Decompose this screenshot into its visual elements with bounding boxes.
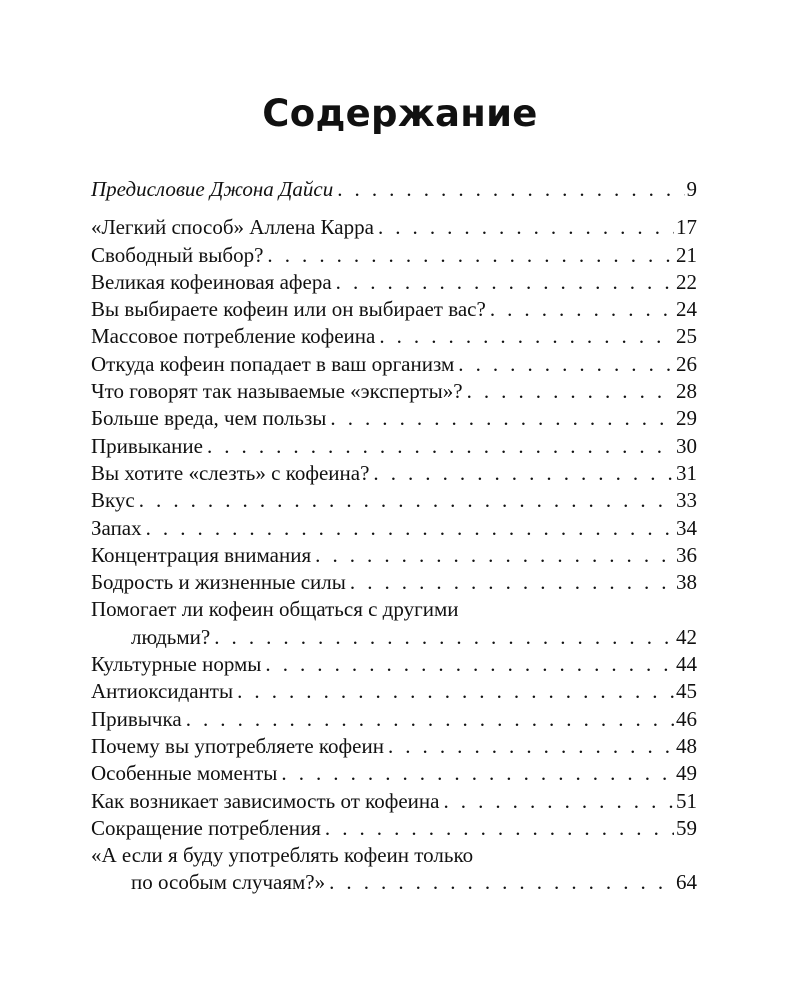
toc-dot-leader [332,269,674,296]
toc-entry[interactable] [91,296,697,323]
toc-page-number: 22 [676,269,697,294]
toc-entry-title: Привычка [91,706,182,731]
toc-dot-leader [233,678,674,705]
toc-page-number: 33 [676,488,697,513]
toc-dot-leader [325,869,674,896]
toc-dot-leader [439,788,674,815]
toc-entry[interactable] [91,351,697,378]
toc-entry-title-line2: по особым случаям?» [131,870,326,895]
toc-entry-title: Запах [91,515,142,540]
toc-page-number: 46 [676,706,697,731]
toc-entry[interactable] [91,269,697,296]
toc-dot-leader [375,323,674,350]
toc-page-number: 44 [676,652,697,677]
toc-page-number: 48 [676,733,697,758]
toc-page-number: 24 [676,297,697,322]
toc-page-number: 21 [676,242,697,267]
toc-entry-title: «Легкий способ» Аллена Карра [91,215,374,240]
table-of-contents [91,176,697,897]
toc-entry-title: Особенные моменты [91,761,278,786]
toc-dot-leader [463,378,674,405]
toc-entry[interactable] [91,323,697,350]
toc-entry-title: Что говорят так называемые «эксперты»? [91,379,463,404]
toc-page-number: 17 [676,215,697,240]
toc-dot-leader [374,214,674,241]
toc-entry[interactable] [91,760,697,787]
toc-entry[interactable] [91,378,697,405]
toc-entry-title: Откуда кофеин попадает в ваш организм [91,351,455,376]
toc-entry-title: Привыкание [91,433,203,458]
toc-page-number: 31 [676,460,697,485]
toc-entry[interactable] [91,678,697,705]
toc-entry-title: Вы выбираете кофеин или он выбирает вас? [91,297,486,322]
toc-entry-title: Больше вреда, чем пользы [91,406,327,431]
toc-page-number: 29 [676,406,697,431]
toc-entry[interactable] [91,460,697,487]
toc-dot-leader [321,815,674,842]
toc-entry[interactable] [91,433,697,460]
toc-page-number: 28 [676,379,697,404]
toc-dot-leader [277,760,674,787]
page-title: Содержание [262,92,538,135]
toc-dot-leader [203,433,674,460]
toc-page-number: 64 [676,870,697,895]
toc-dot-leader [142,515,674,542]
toc-entry[interactable] [91,706,697,733]
toc-entry-title: Концентрация внимания [91,542,312,567]
toc-entry[interactable] [91,651,697,678]
toc-page-number: 34 [676,515,697,540]
toc-dot-leader [486,296,674,323]
toc-dot-leader [263,242,674,269]
toc-entry-title: Антиоксиданты [91,679,234,704]
toc-entry-title: Предисловие Джона Дайси [91,177,334,201]
toc-entry-title: Бодрость и жизненные силы [91,570,346,595]
toc-entry-title-line2: людьми? [131,624,211,649]
toc-entry-title: Вы хотите «слезть» с кофеина? [91,460,370,485]
toc-entry-title-line1[interactable]: Помогает ли кофеин общаться с другими [91,597,459,622]
toc-page-number: 51 [676,788,697,813]
toc-entry-title-line1[interactable]: «А если я буду употреблять кофеин только [91,843,474,868]
toc-page-number: 9 [686,177,697,201]
toc-page-number: 49 [676,761,697,786]
toc-entry[interactable] [91,214,697,241]
toc-dot-leader [135,487,674,514]
toc-dot-leader [454,351,674,378]
toc-page-number: 59 [676,815,697,840]
toc-page-number: 36 [676,542,697,567]
toc-page-number: 38 [676,570,697,595]
toc-entry[interactable] [91,624,697,651]
toc-entry-title: Сокращение потребления [91,815,321,840]
toc-entry[interactable] [91,815,697,842]
toc-page-number: 25 [676,324,697,349]
toc-page-number: 26 [676,351,697,376]
toc-entry-title: Вкус [91,488,135,513]
toc-entry[interactable] [91,176,697,203]
toc-entry[interactable] [91,542,697,569]
toc-entry-title: Почему вы употребляете кофеин [91,733,384,758]
toc-page-number: 45 [676,679,697,704]
toc-entry[interactable] [91,515,697,542]
toc-dot-leader [261,651,674,678]
toc-entry-title: Массовое потребление кофеина [91,324,376,349]
toc-entry[interactable] [91,405,697,432]
toc-entry[interactable] [91,242,697,269]
toc-entry[interactable] [91,733,697,760]
toc-entry[interactable] [91,487,697,514]
toc-dot-leader [346,569,674,596]
toc-entry-title: Как возникает зависимость от кофеина [91,788,440,813]
toc-page-number: 42 [676,624,697,649]
toc-dot-leader [384,733,674,760]
toc-dot-leader [369,460,674,487]
toc-entry-title: Свободный выбор? [91,242,264,267]
toc-page-number: 30 [676,433,697,458]
toc-entry[interactable] [91,788,697,815]
toc-entry[interactable] [91,869,697,896]
toc-entry-title: Великая кофеиновая афера [91,269,332,294]
toc-dot-leader [311,542,674,569]
toc-dot-leader [326,405,674,432]
toc-entry[interactable] [91,569,697,596]
toc-entry-title: Культурные нормы [91,652,262,677]
toc-dot-leader [210,624,674,651]
toc-dot-leader [333,176,684,203]
toc-dot-leader [182,706,674,733]
